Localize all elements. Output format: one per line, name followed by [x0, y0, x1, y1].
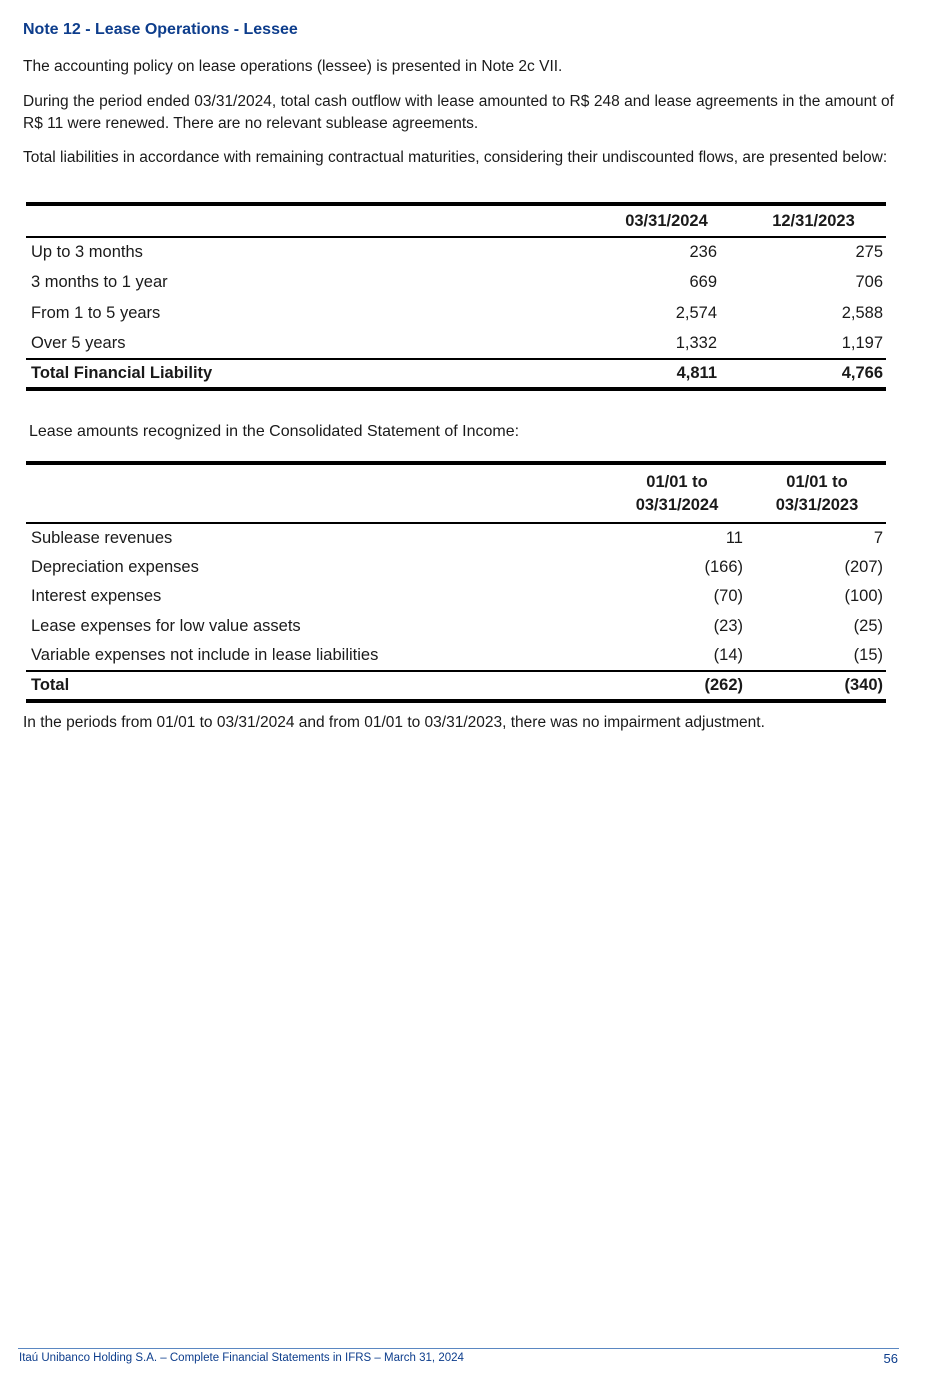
table-row	[26, 641, 886, 671]
row-label: Lease expenses for low value assets	[31, 616, 301, 635]
total-2024: (262)	[606, 671, 746, 701]
maturities-intro-paragraph: Total liabilities in accordance with remaining contractual maturities, considering their undiscounted flows, are presented below:	[23, 149, 888, 166]
total-label: Total Financial Liability	[26, 359, 592, 389]
header-line1: 01/01 to	[786, 472, 848, 491]
page-number: 56	[883, 1351, 898, 1366]
table-row	[26, 612, 886, 642]
footer-text: Itaú Unibanco Holding S.A. – Complete Financial Statements in IFRS – March 31, 2024	[19, 1352, 464, 1364]
value-2023: (25)	[853, 616, 883, 635]
table-row	[26, 553, 886, 583]
row-label: Up to 3 months	[31, 243, 143, 262]
income-intro: Lease amounts recognized in the Consolidated Statement of Income:	[29, 423, 520, 440]
row-label: From 1 to 5 years	[31, 303, 161, 322]
table-row	[26, 329, 886, 360]
row-label: Depreciation expenses	[31, 557, 199, 576]
row-label: Over 5 years	[31, 333, 126, 352]
value-2023: 1,197	[841, 333, 883, 352]
total-2023: (340)	[746, 671, 886, 701]
value-2023: (100)	[844, 587, 883, 606]
header-line2: 03/31/2023	[775, 495, 859, 514]
value-2023: (207)	[844, 557, 883, 576]
value-2024: (70)	[713, 587, 743, 606]
value-2024: 1,332	[675, 333, 717, 352]
header-period-2024	[606, 463, 746, 523]
policy-paragraph: The accounting policy on lease operations (lessee) is presented in Note 2c VII.	[23, 58, 563, 75]
maturity-table-header	[26, 204, 886, 237]
header-period-2023	[746, 463, 886, 523]
value-2024: 236	[689, 243, 717, 262]
table-row	[26, 523, 886, 553]
table-row	[26, 237, 886, 268]
header-blank	[26, 204, 592, 237]
header-blank	[26, 463, 606, 523]
value-2023: 7	[873, 528, 883, 547]
value-2023: (15)	[853, 645, 883, 664]
value-2024: 11	[725, 528, 743, 547]
total-row	[26, 359, 886, 389]
value-2023: 275	[855, 243, 883, 262]
table-row	[26, 268, 886, 299]
total-row	[26, 671, 886, 701]
total-2023: 4,766	[739, 359, 886, 389]
footer-rule	[18, 1348, 899, 1349]
row-label: Sublease revenues	[31, 528, 173, 547]
header-line2: 03/31/2024	[635, 495, 719, 514]
impairment-note: In the periods from 01/01 to 03/31/2024 and from 01/01 to 03/31/2023, there was no impairment adjustment.	[23, 714, 765, 731]
header-2024: 03/31/2024	[592, 204, 739, 237]
maturity-table	[26, 202, 886, 391]
value-2024: 2,574	[675, 303, 717, 322]
value-2023: 2,588	[841, 303, 883, 322]
header-line1: 01/01 to	[646, 472, 708, 491]
row-label: 3 months to 1 year	[31, 273, 168, 292]
total-2024: 4,811	[592, 359, 739, 389]
row-label: Interest expenses	[31, 587, 162, 606]
value-2024: (14)	[713, 645, 743, 664]
total-label: Total	[26, 671, 606, 701]
value-2024: (166)	[704, 557, 743, 576]
header-2023: 12/31/2023	[739, 204, 886, 237]
income-table-header	[26, 463, 886, 523]
value-2024: (23)	[713, 616, 743, 635]
table-row	[26, 298, 886, 329]
income-statement-table	[26, 461, 886, 703]
cash-outflow-paragraph: During the period ended 03/31/2024, total cash outflow with lease amounted to R$ 248 and lease agreements in the amount of R$ 11 were renewed. There are no relevant sublease agreements.	[23, 93, 894, 132]
table-row	[26, 582, 886, 612]
note-title: Note 12 - Lease Operations - Lessee	[23, 21, 298, 38]
value-2023: 706	[855, 273, 883, 292]
value-2024: 669	[689, 273, 717, 292]
row-label: Variable expenses not include in lease liabilities	[31, 645, 379, 664]
